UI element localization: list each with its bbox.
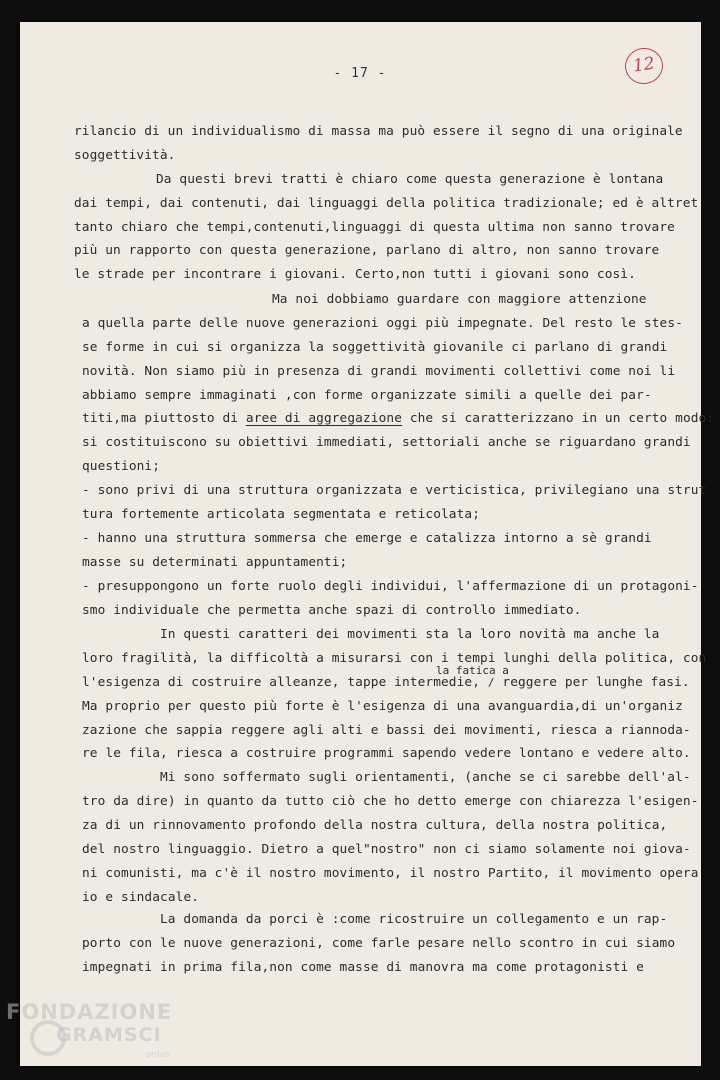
text-line: rilancio di un individualismo di massa ma può essere il segno di una originale [74, 124, 683, 139]
handwritten-insertion: la fatica a [436, 664, 509, 677]
text-line: La domanda da porci è :come ricostruire un collegamento e un rap- [160, 912, 668, 927]
text-line: impegnati in prima fila,non come masse di manovra ma come protagonisti e [82, 960, 644, 975]
text-line: si costituiscono su obiettivi immediati, settoriali anche se riguardano grandi [82, 435, 691, 450]
text-line: Da questi brevi tratti è chiaro come questa generazione è lontana [156, 172, 664, 187]
text-line: zazione che sappia reggere agli alti e bassi dei movimenti, riesca a riannoda- [82, 723, 691, 738]
text-segment: che si caratterizzano in un certo modo: [409, 411, 715, 426]
text-line: tro da dire) in quanto da tutto ciò che ho detto emerge con chiarezza l'esigen- [82, 794, 699, 809]
text-line: ni comunisti, ma c'è il nostro movimento, il nostro Partito, il movimento opera [82, 866, 699, 881]
watermark-line-2: GRAMSCI [56, 1024, 162, 1046]
text-line: a quella parte delle nuove generazioni oggi più impegnate. Del resto le stes- [82, 316, 683, 331]
text-segment: titi,ma piuttosto di [82, 411, 239, 426]
text-line: io e sindacale. [82, 890, 200, 905]
text-line: Ma noi dobbiamo guardare con maggiore attenzione [272, 292, 647, 307]
text-line [82, 411, 714, 426]
watermark-line-1: FONDAZIONE [6, 1000, 173, 1024]
text-line: loro fragilità, la difficoltà a misurarsi con i tempi lunghi della politica, con [82, 651, 707, 666]
text-line: re le fila, riesca a costruire programmi sapendo vedere lontano e vedere alto. [82, 746, 691, 761]
text-line: soggettività. [74, 148, 176, 163]
page-number: - 17 - [333, 66, 387, 81]
text-line: - hanno una struttura sommersa che emerge e catalizza intorno a sè grandi [82, 531, 652, 546]
text-line: tanto chiaro che tempi,contenuti,linguaggi di questa ultima non sanno trovare [74, 220, 675, 235]
text-line: tura fortemente articolata segmentata e reticolata; [82, 507, 481, 522]
text-line: - presuppongono un forte ruolo degli individui, l'affermazione di un protagoni- [82, 579, 699, 594]
watermark-line-3: onlus [146, 1050, 171, 1060]
text-segment: l'esigenza di costruire alleanze, tappe intermedie, [82, 675, 481, 690]
text-segment: reggere per lunghe fasi. [502, 675, 690, 690]
text-line: questioni; [82, 459, 161, 474]
text-line: abbiamo sempre immaginati ,con forme organizzate simili a quelle dei par- [82, 388, 652, 403]
text-line: Mi sono soffermato sugli orientamenti, (anche se ci sarebbe dell'al- [160, 770, 691, 785]
text-line: smo individuale che permetta anche spazi di controllo immediato. [82, 603, 582, 618]
text-line: più un rapporto con questa generazione, parlano di altro, non sanno trovare [74, 243, 660, 258]
text-line: za di un rinnovamento profondo della nostra cultura, della nostra politica, [82, 818, 668, 833]
text-line: dai tempi, dai contenuti, dai linguaggi della politica tradizionale; ed è altret [74, 196, 699, 211]
text-line: - sono privi di una struttura organizzata e verticistica, privilegiano una strut [82, 483, 707, 498]
text-line: masse su determinati appuntamenti; [82, 555, 348, 570]
text-line: l'esigenza di costruire alleanze, tappe intermedie, / reggere per lunghe fasi. [82, 675, 690, 690]
archive-stamp: 12 [623, 46, 666, 87]
text-line: novità. Non siamo più in presenza di grandi movimenti collettivi come noi li [82, 364, 676, 379]
text-line: In questi caratteri dei movimenti sta la loro novità ma anche la [160, 627, 660, 642]
text-line: Ma proprio per questo più forte è l'esigenza di una avanguardia,di un'organiz [82, 699, 683, 714]
text-line: le strade per incontrare i giovani. Certo,non tutti i giovani sono così. [74, 267, 636, 282]
text-line: se forme in cui si organizza la soggettività giovanile ci parlano di grandi [82, 340, 668, 355]
text-line: del nostro linguaggio. Dietro a quel"nostro" non ci siamo solamente noi giova- [82, 842, 691, 857]
underlined-phrase: aree di aggregazione [245, 411, 402, 426]
text-line: porto con le nuove generazioni, come farle pesare nello scontro in cui siamo [82, 936, 676, 951]
